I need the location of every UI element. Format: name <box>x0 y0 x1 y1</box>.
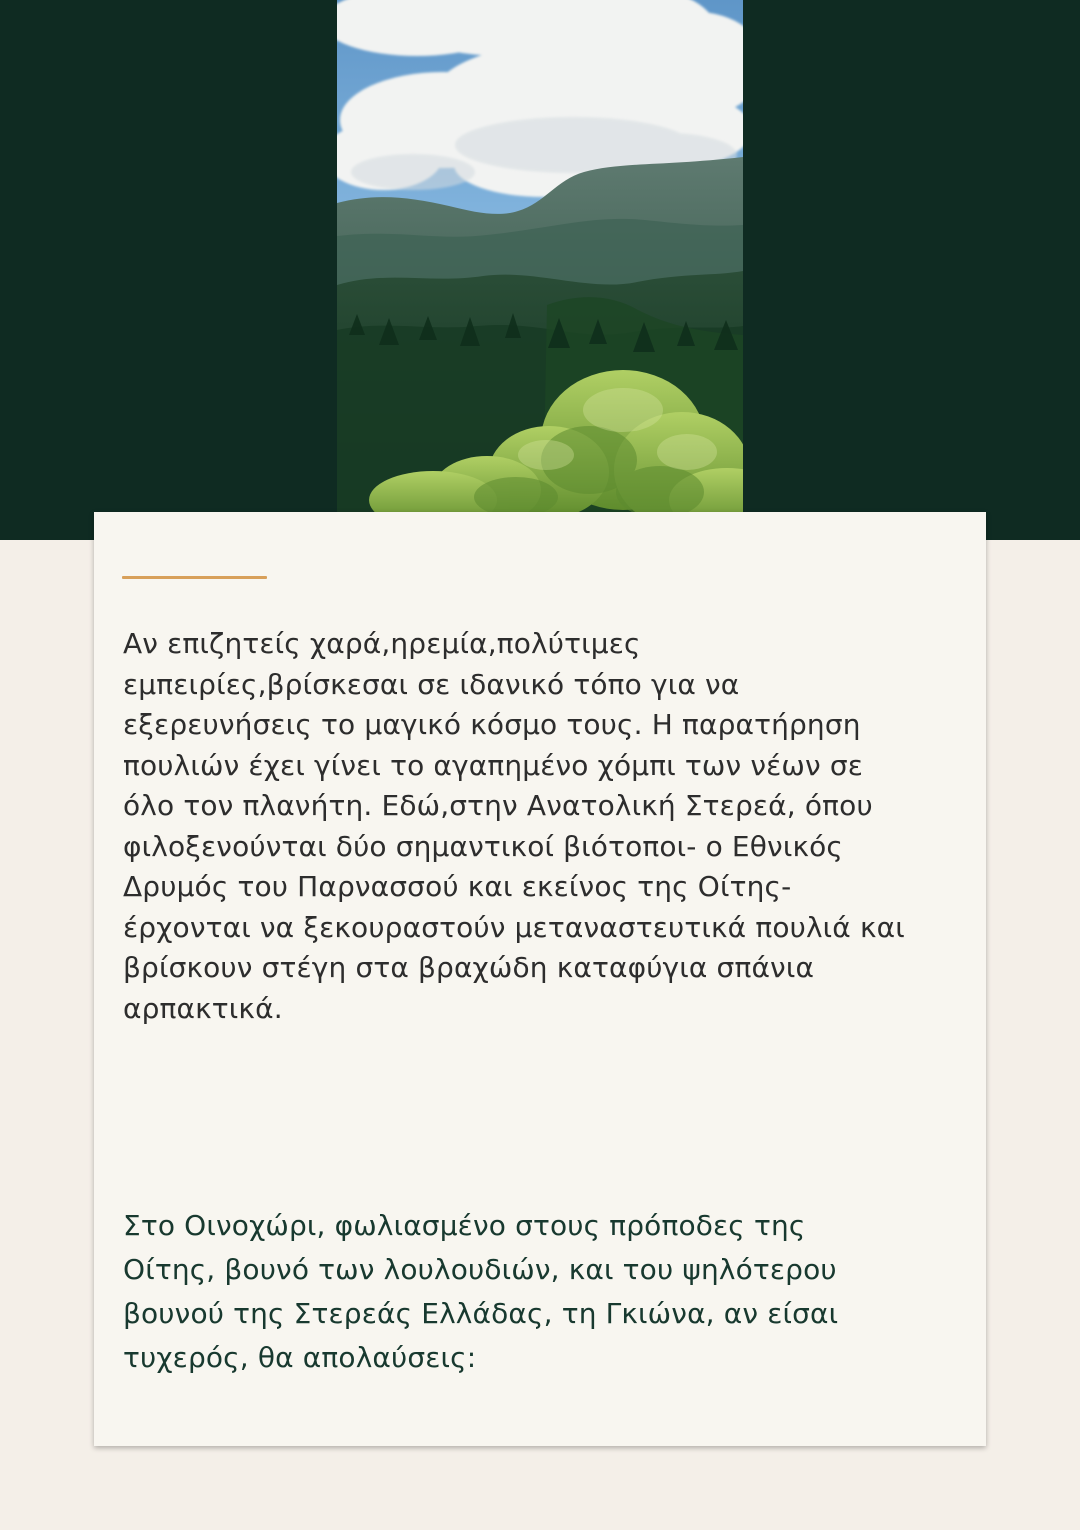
article-card <box>94 512 986 1446</box>
birdwatching-intro-paragraph: Αν επιζητείς χαρά,ηρεμία,πολύτιμες εμπειρίες,βρίσκεσαι σε ιδανικό τόπο για να εξερευνήσεις το μαγικό κόσμο τους. Η παρατήρηση πουλιών έχει γίνει το αγαπημένο χόμπι των νέων σε όλο τον πλανήτη. Εδώ,στην Ανατολική Στερεά, όπου φιλοξενούνται δύο σημαντικοί βιότοποι- ο Εθνικός Δρυμός του Παρνασσού και εκείνος της Οίτης- έρχονται να ξεκουραστούν μεταναστευτικά πουλιά και βρίσκουν στέγη στα βραχώδη καταφύγια σπάνια αρπακτικά. <box>123 627 905 1025</box>
oinochori-intro-paragraph: Στο Οινοχώρι, φωλιασμένο στους πρόποδες της Οίτης, βουνό των λουλουδιών, και του ψηλότερου βουνού της Στερεάς Ελλάδας, τη Γκιώνα, αν είσαι τυχερός, θα απολαύσεις: <box>123 1209 839 1374</box>
mountain-forest-photo <box>337 0 743 512</box>
accent-divider <box>122 576 267 579</box>
